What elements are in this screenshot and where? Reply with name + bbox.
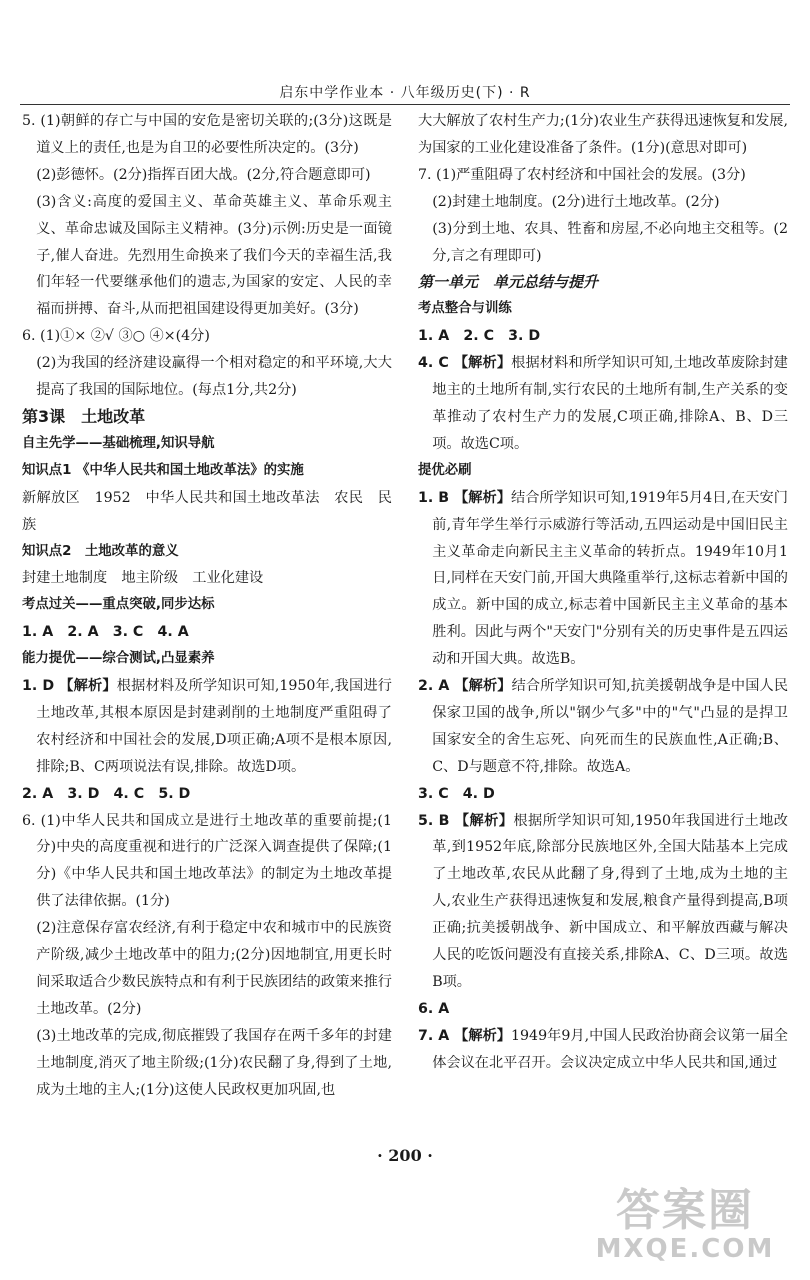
checkpoint-answers: 1. A 2. A 3. C 4. A [22, 624, 189, 641]
answer-7-part3: (3)分到土地、农具、牲畜和房屋,不必向地主交租等。(2分,言之有理即可) [432, 220, 788, 264]
section-heading-ability: 能力提优——综合测试,凸显素养 [22, 651, 215, 667]
analysis-tag: 【解析】 [454, 1027, 511, 1044]
must-do-answer-7 [418, 1023, 788, 1077]
answer-6-part2: (2)为我国的经济建设赢得一个相对稳定的和平环境,大大提高了我国的国际地位。(每点1分,共2分) [36, 355, 392, 399]
analysis-text: 根据所学知识可知,1950年我国进行土地改革,到1952年底,除部分民族地区外,全国大陆基本上完成了土地改革,农民从此翻了身,得到了土地,成为土地的主人,农业生产获得迅速恢复和发展,粮食产量得到提高,B项正确;抗美援朝战争、新中国成立、和平解放西藏与解决人民的吃饭问题没有直接关系,排除A、C、D三项。故选B项。 [432, 812, 788, 990]
page-number: · 200 · [377, 1146, 433, 1165]
section-heading-self-study: 自主先学——基础梳理,知识导航 [22, 435, 215, 451]
ability-answer-6-part2: (2)注意保存富农经济,有利于稳定中农和城市中的民族资产阶级,减少土地改革中的阻力;(2分)因地制宜,用更长时间采取适合少数民族特点和有利于民族团结的政策来推行土地改革。(2分) [36, 920, 392, 1017]
analysis-text: 结合所学知识可知,1919年5月4日,在天安门前,青年学生举行示威游行等活动,五四运动是中国旧民主主义革命走向新民主主义革命的转折点。1949年10月1日,同样在天安门前,开国大典隆重举行,这标志着新中国的成立。新中国的成立,标志着中国新民主主义革命的基本胜利。因此与两个"天安门"分别有关的历史事件是五四运动和开国大典。故选B。 [432, 489, 788, 668]
must-do-answer-5 [418, 808, 788, 996]
answer-key: 1. D [22, 678, 60, 695]
analysis-tag: 【解析】 [454, 812, 514, 829]
analysis-text: 根据材料和所学知识可知,土地改革废除封建地主的土地所有制,实行农民的土地所有制,生产关系的变革推动了农村生产力的发展,C项正确,排除A、B、D三项。故选C项。 [432, 355, 788, 452]
answer-5-part2: (2)彭德怀。(2分)指挥百团大战。(2分,符合题意即可) [36, 166, 371, 183]
answer-key: 1. B [418, 489, 455, 506]
must-do-answer-1 [418, 485, 788, 673]
section-heading-must-do: 提优必刷 [418, 462, 472, 478]
analysis-text: 结合所学知识可知,抗美援朝战争是中国人民保家卫国的战争,所以"钢少气多"中的"气"凸显的是捍卫国家安全的舍生忘死、向死而生的民族血性,A正确;B、C、D与题意不符,排除。故选A。 [432, 678, 789, 775]
left-column [22, 108, 392, 1104]
right-column [418, 108, 788, 1077]
ability-answer-6-part3: (3)土地改革的完成,彻底摧毁了我国存在两千多年的封建土地制度,消灭了地主阶级;(1分)农民翻了身,得到了土地,成为土地的主人;(1分)这使人民政权更加巩固,也 [36, 1027, 392, 1098]
integration-answer-4 [418, 350, 788, 458]
analysis-text: 根据材料及所学知识可知,1950年,我国进行土地改革,其根本原因是封建剥削的土地制度严重阻碍了农村经济和中国社会的发展,D项正确;A项不是根本原因,排除;B、C两项说法有误,排除。故选D项。 [36, 678, 392, 775]
watermark-url: MXQE.COM [595, 1234, 775, 1264]
knowledge-point-1: 知识点1 《中华人民共和国土地改革法》的实施 [22, 462, 304, 478]
analysis-tag: 【解析】 [454, 489, 512, 506]
integration-answers-1-3: 1. A 2. C 3. D [418, 328, 541, 345]
answer-key: 2. A [418, 678, 455, 695]
analysis-tag: 【解析】 [59, 678, 117, 695]
unit-summary-title: 第一单元 单元总结与提升 [418, 273, 599, 292]
knowledge-point-1-answers: 新解放区 1952 中华人民共和国土地改革法 农民 民族 [22, 489, 392, 533]
lesson-title: 第3课 土地改革 [22, 406, 146, 426]
answer-key: 7. A [418, 1027, 455, 1044]
answer-6-part1: 6. (1)①× ②√ ③○ ④×(4分) [22, 328, 210, 345]
must-do-answer-2 [418, 673, 788, 781]
ability-answer-1 [22, 673, 392, 781]
answer-7-part1: 7. (1)严重阻碍了农村经济和中国社会的发展。(3分) [418, 166, 746, 183]
analysis-tag: 【解析】 [454, 678, 512, 695]
analysis-tag: 【解析】 [453, 355, 512, 372]
knowledge-point-2: 知识点2 土地改革的意义 [22, 543, 179, 559]
answer-5-part3: (3)含义:高度的爱国主义、革命英雄主义、革命乐观主义、革命忠诚及国际主义精神。(3分)示例:历史是一面镜子,催人奋进。先烈用生命换来了我们今天的幸福生活,我们年轻一代要继承他们的遗志,为国家的安定、人民的幸福而拼搏、奋斗,从而把祖国建设得更加美好。(3分) [36, 193, 392, 318]
continued-text: 大大解放了农村生产力;(1分)农业生产获得迅速恢复和发展,为国家的工业化建设准备了条件。(1分)(意思对即可) [418, 113, 788, 156]
answer-key: 4. C [418, 355, 454, 372]
section-heading-integration: 考点整合与训练 [418, 301, 512, 317]
must-do-answers-3-4: 3. C 4. D [418, 785, 495, 802]
running-header [20, 82, 790, 105]
section-heading-checkpoint: 考点过关——重点突破,同步达标 [22, 597, 215, 613]
ability-answers-2-5: 2. A 3. D 4. C 5. D [22, 785, 191, 802]
analysis-text: 1949年9月,中国人民政治协商会议第一届全体会议在北平召开。会议决定成立中华人民共和国,通过 [432, 1027, 788, 1071]
header-title: 启东中学作业本 · 八年级历史(下) · R [279, 85, 531, 101]
ability-answer-6-part1: 6. (1)中华人民共和国成立是进行土地改革的重要前提;(1分)中央的高度重视和进行的广泛深入调查提供了保障;(1分)《中华人民共和国土地改革法》的制定为土地改革提供了法律依据。(1分) [22, 812, 392, 910]
answer-key: 5. B [418, 812, 455, 829]
knowledge-point-2-answers: 封建土地制度 地主阶级 工业化建设 [22, 570, 264, 587]
watermark-logo: 答案圈 [616, 1185, 754, 1236]
must-do-answer-6: 6. A [418, 1000, 450, 1017]
watermark [580, 1186, 790, 1266]
answer-7-part2: (2)封建土地制度。(2分)进行土地改革。(2分) [432, 193, 720, 210]
answer-5-part1: 5. (1)朝鲜的存亡与中国的安危是密切关联的;(3分)这既是道义上的责任,也是为自卫的必要性所决定的。(3分) [22, 113, 392, 156]
